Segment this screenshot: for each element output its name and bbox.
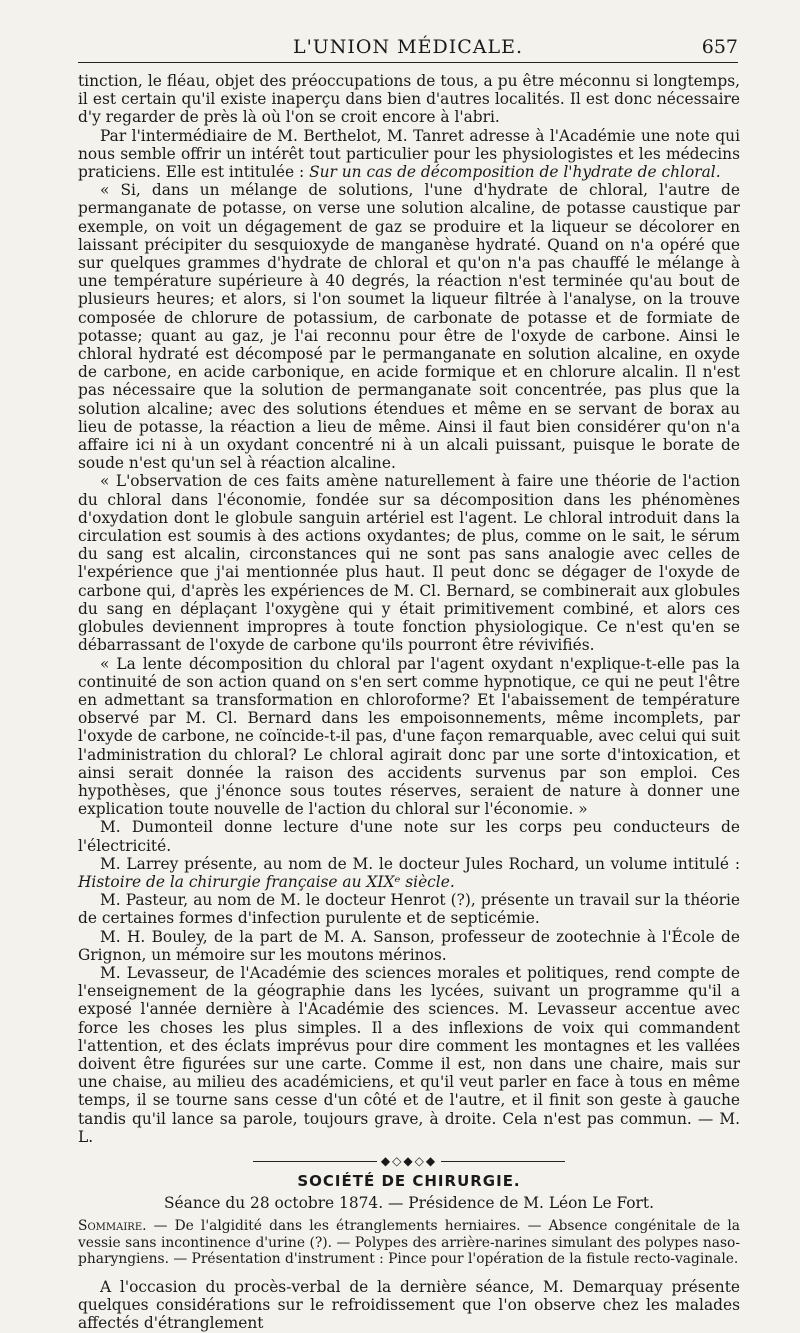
note-title: Sur un cas de décomposition de l'hydrate de chloral. [309, 163, 721, 182]
summary [78, 1218, 740, 1268]
article-body [78, 72, 740, 1333]
paragraph: M. Pasteur, au nom de M. le docteur Henrot (?), présente un travail sur la théorie de certaines formes d'infection purulente et de septicémie. [78, 891, 740, 928]
separator-ornament: ◆◇◆◇◆ [78, 1152, 740, 1170]
paragraph: M. H. Bouley, de la part de M. A. Sanson, professeur de zootechnie à l'École de Grignon, un mémoire sur les moutons mérinos. [78, 927, 740, 964]
summary-text: — De l'algidité dans les étranglements herniaires. — Absence congénitale de la vessie sans incontinence d'urine (?). — Polypes des arrière-narines simulant des polypes naso-pharyngiens. — Présentation d'instrument : Pince pour l'opération de la fistule recto-vaginale. [78, 1218, 740, 1268]
quote-paragraph: « La lente décomposition du chloral par l'agent oxydant n'explique-t-elle pas la continuité de son action quand on s'en sert comme hypnotique, ce qui ne peut l'être en admettant sa transformation en chloroforme? Et l'abaissement de température observé par M. Cl. Bernard dans les empoisonnements, même incomplets, par l'oxyde de carbone, ne coïncide-t-il pas, d'une façon remarquable, avec celui qui suit l'administration du chloral? Le chloral agirait donc par une sorte d'intoxication, et ainsi serait donnée la raison des accidents survenus par son emploi. Ces hypothèses, que j'énonce sous toutes réserves, seraient de nature à donner une explication toute nouvelle de l'action du chloral sur l'économie. » [78, 654, 740, 819]
paragraph-text: Par l'intermédiaire de M. Berthelot, M. Tanret adresse à l'Académie une note qui nous semble offrir un intérêt tout particulier pour les physiologistes et les médecins praticiens. Elle est intitulée : [78, 126, 740, 182]
paragraph [78, 127, 740, 182]
paragraph: A l'occasion du procès-verbal de la dernière séance, M. Demarquay présente quelques considérations sur le refroidissement que l'on observe chez les malades affectés d'étranglement [78, 1277, 740, 1333]
section-title: SOCIÉTÉ DE CHIRURGIE. [297, 1171, 521, 1190]
paragraph: M. Levasseur, de l'Académie des sciences morales et politiques, rend compte de l'enseignement de la géographie dans les lycées, suivant un programme qu'il a exposé l'année dernière à l'Académie des sciences. M. Levasseur accentue avec force les choses les plus simples. Il a des inflexions de voix qui commandent l'attention, et des éclats imprévus pour dire comment les montagnes et les vallées doivent être figurées sur une carte. Comme il est, non dans une chaire, mais sur une chaise, au milieu des académiciens, et qu'il veut parler en face à tous en même temps, il se tourne sans cesse d'un côté et de l'autre, et il finit son geste à gauche tandis qu'il lance sa parole, toujours grave, à droite. Cela n'est pas commun. — M. L. [78, 963, 740, 1146]
journal-title: L'UNION MÉDICALE. [292, 36, 524, 58]
session-line: Séance du 28 octobre 1874. — Présidence de M. Léon Le Fort. [164, 1194, 654, 1213]
page-number: 657 [701, 36, 738, 58]
paragraph-text: M. Larrey présente, au nom de M. le docteur Jules Rochard, un volume intitulé : [100, 854, 740, 873]
summary-label: Sommaire. [78, 1218, 147, 1235]
section-separator [78, 1152, 740, 1170]
running-header [78, 32, 738, 63]
paragraph: tinction, le fléau, objet des préoccupations de tous, a pu être méconnu si longtemps, il est certain qu'il existe inaperçu dans bien d'autres localités. Il est donc nécessaire d'y regarder de près là où l'on se croit encore à l'abri. [78, 72, 740, 127]
book-title: Histoire de la chirurgie française au XIXᵉ siècle. [78, 872, 455, 891]
quote-paragraph: « L'observation de ces faits amène naturellement à faire une théorie de l'action du chloral dans l'économie, fondée sur sa décomposition dans les phénomènes d'oxydation dont le globule sanguin artériel est l'agent. Le chloral introduit dans la circulation est soumis à des actions oxydantes; de plus, comme on le sait, le sérum du sang est alcalin, circonstances qui ne sont pas sans analogie avec celles de l'expérience que j'ai mentionnée plus haut. Il peut donc se dégager de l'oxyde de carbone qui, d'après les expériences de M. Cl. Bernard, se combinerait aux globules du sang en déplaçant l'oxygène qui y était primitivement combiné, et alors ces globules deviennent impropres à toute fonction physiologique. Ce n'est qu'en se débarrassant de l'oxyde de carbone qu'ils pourront être révivifiés. [78, 472, 740, 655]
quote-paragraph: « Si, dans un mélange de solutions, l'une d'hydrate de chloral, l'autre de permanganate de potasse, on verse une solution alcaline, de potasse caustique par exemple, on voit un dégagement de gaz se produire et la liqueur se décolorer en laissant précipiter du sesquioxyde de manganèse hydraté. Quand on n'a opéré que sur quelques grammes d'hydrate de chloral et qu'on n'a pas chauffé le mélange à une température supérieure à 40 degrés, la réaction n'est terminée qu'au bout de plusieurs heures; et alors, si l'on soumet la liqueur filtrée à l'analyse, on la trouve composée de chlorure de potassium, de carbonate de potasse et de formiate de potasse; quant au gaz, je l'ai reconnu pour être de l'oxyde de carbone. Ainsi le chloral hydraté est décomposé par le permanganate en solution alcaline, en oxyde de carbone, en acide carbonique, en acide formique et en chlorure alcalin. Il n'est pas nécessaire que la solution de permanganate soit concentrée, pas plus que la solution alcaline; avec des solutions étendues et même en se servant de borax au lieu de potasse, la réaction a lieu de même. Ainsi il faut bien considérer qu'on n'a affaire ici ni à un oxydant concentré ni à un alcali puissant, puisque le borate de soude n'est qu'un sel à réaction alcaline. [78, 181, 740, 473]
paragraph: M. Dumonteil donne lecture d'une note sur les corps peu conducteurs de l'électricité. [78, 818, 740, 855]
paragraph [78, 855, 740, 891]
